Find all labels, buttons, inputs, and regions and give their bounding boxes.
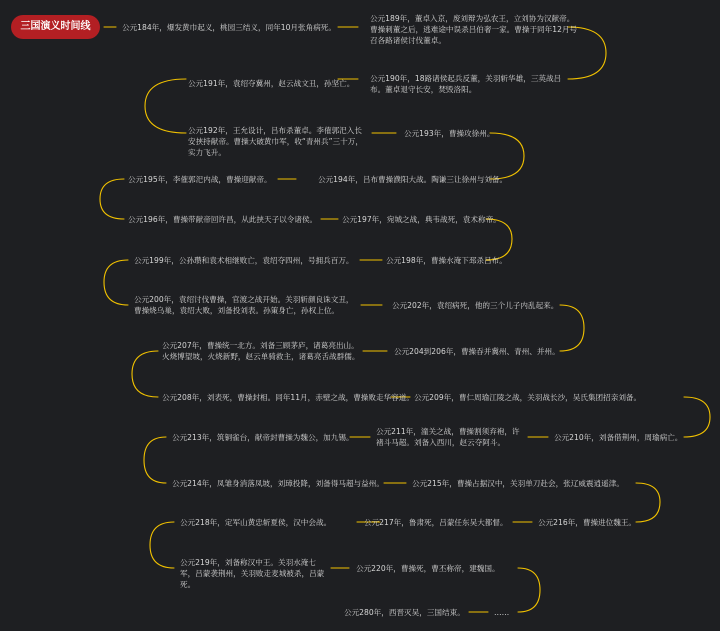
connector-curve <box>150 522 174 568</box>
event-200: 公元200年，袁绍讨伐曹操，官渡之战开始。关羽斩颜良诛文丑，曹操烧乌巢，袁绍大败，刘备投刘表。孙策身亡，孙权上位。 <box>134 295 354 315</box>
connector-curve <box>636 483 660 522</box>
event-217: 公元217年，鲁肃死，吕蒙任东吴大都督。 <box>364 518 508 527</box>
event-210: 公元210年，刘备借荆州，周瑜病亡。 <box>554 433 683 442</box>
event-191: 公元191年，袁绍夺冀州，赵云战文丑，孙坚亡。 <box>188 79 355 88</box>
event-214: 公元214年，凤雏身消落凤坡，刘璋投降，刘备得马超与益州。 <box>172 479 384 488</box>
event-190: 公元190年，18路诸侯起兵反董，关羽斩华雄，三英战吕布。董卓退守长安，焚毁洛阳。 <box>370 74 562 94</box>
event-207: 公元207年，曹操统一北方。刘备三顾茅庐，诸葛亮出山。火烧博望坡，火烧新野，赵云单骑救主，诸葛亮舌战群儒。 <box>162 341 360 361</box>
event-198: 公元198年，曹操水淹下邳杀吕布。 <box>386 256 507 265</box>
event-ellipsis: …… <box>494 608 510 617</box>
event-213: 公元213年，筑铜雀台，献帝封曹操为魏公，加九锡。 <box>172 433 354 442</box>
event-215: 公元215年，曹操占据汉中，关羽单刀赴会，张辽威震逍遥津。 <box>412 479 624 488</box>
connector-curve <box>560 305 584 351</box>
event-280: 公元280年，西晋灭吴，三国结束。 <box>344 608 465 617</box>
connector-curve <box>100 179 124 219</box>
event-192: 公元192年，王允设计，吕布杀董卓。李傕郭汜入长安挟持献帝。曹操大破黄巾军，收“青州兵”三十万，实力飞升。 <box>188 126 363 157</box>
event-204-206: 公元204到206年，曹操吞并冀州、青州、并州。 <box>394 347 560 356</box>
timeline-title: 三国演义时间线 <box>11 15 100 39</box>
event-196: 公元196年，曹操带献帝回许昌，从此挟天子以令诸侯。 <box>128 215 318 224</box>
event-218: 公元218年，定军山黄忠斩夏侯，汉中会战。 <box>180 518 332 527</box>
event-202: 公元202年，袁绍病死，他的三个儿子内乱起来。 <box>392 301 559 310</box>
event-189: 公元189年，董卓入京，废刘辩为弘农王，立刘协为汉献帝。曹操刺董之后，逃难途中误杀吕伯奢一家。曹操于同年12月号召各路诸侯讨伐董卓。 <box>370 14 578 45</box>
connector-curve <box>144 437 166 483</box>
event-197: 公元197年，宛城之战，典韦战死，袁术称帝。 <box>342 215 501 224</box>
connector-curve <box>684 397 710 437</box>
connector-curve <box>104 260 128 305</box>
connector-curve <box>518 568 540 612</box>
event-208: 公元208年，刘表死，曹操封相。同年11月，赤壁之战，曹操败走华容道。 <box>162 393 414 402</box>
event-219: 公元219年，刘备称汉中王。关羽水淹七军，吕蒙袭荆州，关羽败走麦城被杀，吕蒙死。 <box>180 558 325 589</box>
event-195: 公元195年，李傕郭汜内战，曹操迎献帝。 <box>128 175 272 184</box>
event-193: 公元193年，曹操攻徐州。 <box>404 129 495 138</box>
event-211: 公元211年，潼关之战，曹操割须弃袍，许褚斗马超。刘备入西川，赵云夺阿斗。 <box>376 427 520 447</box>
event-199: 公元199年，公孙瓒和袁术相继败亡，袁绍夺四州，号拥兵百万。 <box>134 256 354 265</box>
connector-curve <box>145 79 186 133</box>
event-220: 公元220年，曹操死，曹丕称帝，建魏国。 <box>356 564 500 573</box>
connector-curve <box>132 351 158 397</box>
event-184: 公元184年，爆发黄巾起义，桃园三结义，同年10月张角病死。 <box>122 23 336 32</box>
event-209: 公元209年，曹仁周瑜江陵之战，关羽战长沙，吴氏集团招亲刘备。 <box>414 393 642 402</box>
connector-curve <box>486 219 512 260</box>
event-194: 公元194年，吕布曹操濮阳大战。陶谦三让徐州与刘备。 <box>318 175 508 184</box>
event-216: 公元216年，曹操进位魏王。 <box>538 518 637 527</box>
connector-curve <box>490 133 524 179</box>
